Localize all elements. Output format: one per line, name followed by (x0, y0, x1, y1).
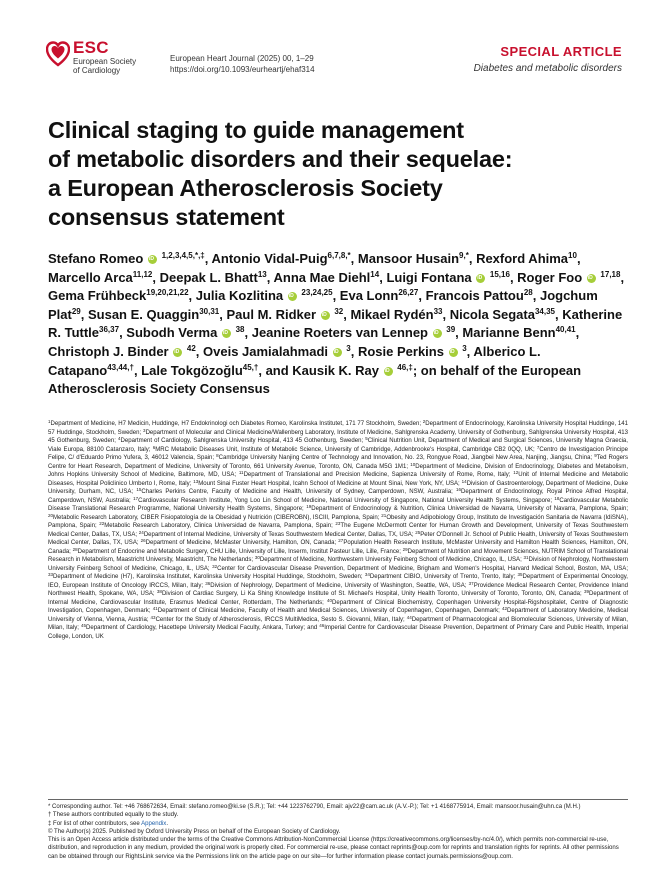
affiliation-text: Department of Medicine, Division of Endocrinology, Diabetes and Metabolism, Johns Hopkins University School of Medicine, Baltimore, MD, USA; (48, 463, 629, 478)
affiliation-text: Department CIBIO, University of Trento, Trento, Italy; (369, 574, 516, 580)
orcid-icon[interactable] (476, 274, 485, 283)
author[interactable] (517, 270, 620, 285)
author-name[interactable]: Susan E. Quaggin (87, 306, 200, 322)
author-affiliation-marks: 3 (346, 343, 351, 353)
affiliation-text: Centro de Investigacion Principe Felipe, C/ d'Eduardo Primo Yufera, 3, 46012 Valencia, Spain; (48, 446, 629, 461)
author[interactable] (227, 307, 344, 322)
affiliation-text: Unit of Internal Medicine and Metabolic Diseases, Hospital Policlinico Umberto I, Rome, Italy; (48, 472, 628, 487)
author-affiliation-marks: 23,24,25 (301, 288, 333, 298)
affiliation-number: 35 (517, 572, 523, 577)
affiliation-number: 26 (140, 538, 146, 543)
affiliation-text: Department of Pharmacological and Biomolecular Sciences, University of Milan, Milan, Italy; (48, 616, 628, 631)
affiliation-text: Cambridge University Nanjing Centre of Technology and Innovation, No. 23, Rongyue Road, Jiangbei New Area, Nanjing, Jiangsu, China; (218, 455, 593, 461)
affiliation-text: Department of Cardiology, Sahlgrenska University Hospital, 413 45 Gothenburg, Sweden; (120, 438, 364, 444)
author[interactable] (196, 288, 333, 303)
author-name[interactable]: Paul M. Ridker (226, 306, 317, 322)
author-affiliation-marks: 14 (370, 269, 380, 279)
affiliation-number: 27 (338, 538, 344, 543)
affiliation-text: Department of Translational and Precision Medicine, Sapienza University of Rome, Rome, Italy; (243, 472, 511, 478)
affiliation-number: 37 (468, 580, 474, 586)
affiliation-number: 28 (72, 546, 78, 552)
author-name[interactable]: Deepak L. Bhatt (159, 269, 258, 285)
affiliation-number: 45 (80, 623, 86, 628)
author-affiliation-marks: 30,31 (199, 306, 220, 316)
author[interactable] (141, 363, 258, 378)
author-affiliation-marks: 17,18 (600, 269, 621, 279)
author-name[interactable]: Kausik K. Ray (292, 362, 379, 378)
author-name[interactable]: Katherine R. Tuttle (48, 306, 623, 341)
affiliation-number: 11 (238, 470, 244, 475)
corresponding-author: * Corresponding author. Tel: +46 768672634, Email: stefano.romeo@ki.se (S.R.); Tel: +44 1223762790, Email: ajv22@cam.ac.uk (A.V.-P.); Tel: +1 4168775914, Email: mansoor.husain@uhn.ca (M.H.) (48, 804, 581, 810)
affiliation-text: The Eugene McDermott Center for Human Growth and Development, University of Texas Southwestern Medical Center, Dallas, TX, USA; (48, 523, 628, 538)
affiliation-text: Obesity and Adipobiology Group, Instituto de Investigación Sanitaria de Navarra (IdiSNA), Pamplona, Spain; (48, 514, 628, 529)
orcid-icon[interactable] (333, 348, 342, 357)
affiliation-number: 23 (335, 521, 341, 526)
others-prefix: ‡ For list of other contributors, see (48, 820, 142, 827)
footnote-divider (48, 799, 628, 800)
author-name[interactable]: Lale Tokgözoğlu (141, 362, 243, 378)
affiliation-number: 34 (364, 572, 370, 577)
heart-ring-icon (46, 41, 70, 67)
affiliation-number: 25 (415, 529, 421, 535)
appendix-link[interactable]: Appendix (141, 820, 167, 827)
affiliations (48, 420, 628, 641)
affiliation-text: Department of Medicine, H7 Medicin, Huddinge, H7 Endokrinologi och Diabetes Romeo, Karolinska Institutet, 171 77 Stockholm, Sweden; (50, 421, 422, 427)
affiliation-text: Department of Medicine, Northwestern University Feinberg School of Medicine, Chicago, IL, USA; (259, 557, 522, 563)
author-name[interactable]: Christoph J. Binder (48, 343, 169, 359)
affiliation-number: 15 (136, 487, 142, 492)
author[interactable] (340, 288, 419, 303)
affiliation-number: 16 (456, 487, 462, 492)
doi-link[interactable]: https://doi.org/10.1093/eurheartj/ehaf314 (170, 65, 315, 74)
title-line: of metabolic disorders and their sequelae: (48, 146, 513, 172)
affiliation-number: 40 (326, 597, 332, 603)
affiliation-number: 44 (406, 614, 412, 620)
author-name[interactable]: Mikael Rydén (350, 306, 434, 322)
author[interactable] (48, 288, 189, 303)
author-affiliation-marks: 9,* (459, 251, 469, 260)
affiliation-text: Department of Internal Medicine, Cardiovascular Institute, Erasmus Medical Center, Rotterdam, The Netherlands; (48, 591, 628, 606)
article-type: SPECIAL ARTICLE (500, 44, 622, 59)
author-name[interactable]: Rexford Ahima (476, 251, 569, 266)
author-name[interactable]: Gema Frühbeck (48, 288, 147, 304)
author-name[interactable]: Mansoor Husain (357, 251, 460, 266)
affiliation-number: 6 (152, 444, 156, 450)
author[interactable] (358, 251, 469, 266)
author-affiliation-marks: 38 (235, 325, 245, 335)
affiliation-number: 4 (117, 436, 121, 441)
author[interactable] (160, 270, 267, 285)
affiliation-number: 21 (381, 512, 387, 518)
author-affiliation-marks: 26,27 (398, 288, 419, 298)
affiliation-number: 39 (584, 589, 590, 594)
author-name[interactable]: Jeanine Roeters van Lennep (251, 325, 428, 341)
affiliation-text: Department of Endocrinology, Karolinska University Hospital Huddinge, 141 57 Huddinge, Stockholm, Sweden; (48, 421, 628, 436)
affiliation-text: Division of Gastroenterology, Department of Medicine, Duke University, Durham, NC, USA; (48, 480, 628, 495)
affiliation-text: Division of Nephrology, Northwestern University Feinberg School of Medicine, Chicago, IL, USA; (48, 557, 629, 572)
affiliation-text: Division of Nephrology, Department of Medicine, University of Washington, Seattle, WA, USA; (210, 582, 467, 589)
author-name[interactable]: Oveis Jamialahmadi (203, 343, 329, 359)
affiliation-text: Cardiovascular Metabolic Disease Translational Research Programme, National University Health Systems, Singapore; (48, 497, 629, 512)
author-name[interactable]: Julia Kozlitina (195, 288, 284, 304)
affiliation-text: Department of Clinical Medicine, Faculty of Health and Medical Sciences, University of Copenhagen, Copenhagen, Denmark; (157, 608, 500, 614)
author-affiliation-marks: 39 (446, 325, 456, 335)
affiliation-number: 2 (422, 419, 426, 424)
author[interactable] (450, 307, 555, 322)
affiliation-text: Department of Cardiology, Hacettepe University Medical Faculty, Ankara, Turkey; and (86, 625, 318, 631)
logo-subtitle-line1: European Society (73, 57, 137, 66)
footnotes (48, 803, 628, 861)
author-affiliation-marks: 33 (433, 306, 443, 316)
affiliation-text: Department of Laboratory Medicine, Medical University of Vienna, Vienna, Austria; (48, 608, 628, 623)
orcid-icon[interactable] (433, 329, 442, 338)
affiliation-number: 30 (254, 555, 260, 560)
affiliation-text: Department of Internal Medicine, University of Texas Southwestern Medical Center, Dallas, TX, USA; (143, 531, 414, 538)
affiliation-number: 1 (48, 419, 51, 424)
affiliation-number: 10 (410, 461, 416, 467)
author-name[interactable]: Alberico L. Catapano (48, 343, 541, 378)
affiliation-text: Department of Experimental Oncology, IEO, European Institute of Oncology IRCCS, Milan, Italy; (48, 574, 628, 589)
author-affiliation-marks: 28 (523, 288, 533, 298)
affiliation-number: 13 (193, 478, 199, 484)
author-name[interactable]: Eva Lonn (339, 288, 399, 304)
title-line: Clinical staging to guide management (48, 117, 464, 143)
author[interactable] (476, 251, 577, 266)
affiliation-number: 9 (594, 453, 597, 458)
affiliation-number: 43 (150, 614, 156, 620)
affiliation-number: 31 (523, 555, 529, 560)
affiliation-number: 18 (554, 495, 560, 501)
affiliation-number: 41 (152, 606, 158, 611)
affiliation-text: Metabolic Research Laboratory, Clinica Universidad de Navarra, Pamplona, Spain; (104, 523, 333, 529)
affiliation-number: 5 (365, 436, 368, 441)
author-affiliation-marks: 45,† (242, 362, 259, 372)
affiliation-number: 24 (138, 529, 144, 535)
author[interactable] (358, 344, 467, 359)
author[interactable] (386, 270, 510, 285)
author-name[interactable]: Subodh Verma (126, 325, 218, 341)
author[interactable] (292, 363, 413, 378)
author-name[interactable]: Antonio Vidal-Puig (211, 251, 328, 266)
author[interactable] (203, 344, 351, 359)
author-affiliation-marks: 3 (462, 343, 467, 353)
others-suffix: . (166, 820, 169, 827)
affiliation-number: 20 (48, 512, 54, 518)
other-contributors-note (48, 820, 628, 828)
affiliation-text: Metabolic Research Laboratory, CIBER Fisiopatología de la Obesidad y Nutrición (CIBEROBN), ISCIII, Pamplona, Spain; (53, 514, 380, 521)
author-affiliation-marks: 36,37 (99, 325, 120, 335)
affiliation-number: 8 (216, 453, 219, 458)
affiliation-text: MRC Metabolic Diseases Unit, Institute of Metabolic Science, University of Cambridge, Addenbrooke's Hospital, Cambridge CB2 0QQ, UK; (155, 446, 535, 453)
title-line: consensus statement (48, 204, 285, 230)
author-affiliation-marks: 42 (186, 343, 196, 353)
author[interactable] (212, 251, 351, 266)
esc-logo[interactable] (46, 40, 156, 90)
author-name[interactable]: Rosie Perkins (357, 343, 444, 359)
affiliation-text: Center for the Study of Atherosclerosis, IRCCS MultiMedica, Sesto S. Giovanni, Milan, Italy; (155, 616, 405, 623)
author-affiliation-marks: 6,7,8,* (327, 251, 351, 260)
affiliation-text: Department of Nutrition and Movement Sciences, NUTRIM School of Translational Research in Metabolism, Maastricht University, Maastricht, The Netherlands; (48, 548, 628, 563)
journal-line: European Heart Journal (2025) 00, 1–29 (170, 54, 314, 63)
equal-contribution-note: † These authors contributed equally to the study. (48, 812, 179, 819)
author-name[interactable]: Francois Pattou (425, 288, 524, 304)
article-title (48, 116, 628, 232)
journal-citation (170, 53, 315, 75)
affiliation-number: 17 (133, 495, 139, 501)
author[interactable] (426, 288, 533, 303)
affiliation-text: Department of Molecular and Clinical Medicine/Wallenberg Laboratory, Institute of Medicine, Sahlgrenska Academy, University of Gothenburg, Sahlgrenska University Hospital, 413 45 Gothenburg, Sweden; (48, 429, 628, 444)
orcid-icon[interactable] (222, 329, 231, 338)
affiliation-text: Department of Endocrine and Metabolic Surgery, CHU Lille, University of Lille, Inserm, Institut Pasteur Lille, Lille, France; (77, 548, 401, 555)
affiliation-number: 12 (513, 470, 519, 475)
affiliation-text: Department of Endocrinology, Royal Prince Alfred Hospital, Camperdown, NSW, Australia; (48, 489, 629, 504)
author-affiliation-marks: 10 (568, 251, 577, 260)
affiliation-text: Center for Cardiovascular Disease Prevention, Department of Medicine, Brigham and Women's Hospital, Harvard Medical School, Boston, MA, USA; (217, 565, 628, 572)
author-affiliation-marks: 11,12 (132, 269, 153, 279)
author-name[interactable]: Stefano Romeo (48, 251, 144, 266)
orcid-icon[interactable] (587, 274, 596, 283)
author-affiliation-marks: 40,41 (555, 325, 576, 335)
author-affiliation-marks: 46,‡ (397, 362, 413, 372)
author-affiliation-marks: 19,20,21,22 (146, 288, 189, 298)
author-name[interactable]: Jogchum Plat (48, 288, 598, 322)
orcid-icon[interactable] (148, 255, 157, 264)
authors-tail: ; on behalf of the European Atherosclerosis Society Consensus (48, 362, 582, 397)
logo-subtitle-line2: of Cardiology (73, 66, 121, 75)
affiliation-text: Population Health Research Institute, McMaster University and Hamilton Health Sciences, Hamilton, ON, Canada; (48, 540, 629, 555)
affiliation-text: Department of Clinical Biochemistry, Copenhagen University Hospital-Rigshospitalet, Centre of Diagnostic Investigation, Copenhagen, Denmark; (48, 599, 628, 614)
affiliation-number: 46 (319, 623, 325, 628)
orcid-icon[interactable] (173, 348, 182, 357)
affiliation-text: Providence Medical Research Center, Providence Inland Northwest Health, Spokane, WA, USA; (48, 582, 628, 597)
article-type-block (474, 44, 622, 74)
title-line: a European Atherosclerosis Society (48, 175, 443, 201)
affiliation-number: 14 (461, 478, 467, 484)
author[interactable] (462, 325, 575, 340)
author-list: Stefano Romeo iD $^{1,2,3,4,5,*,\ddagger}$, Antonio Vidal-Puig$^{6,7,8,*}$, Mansoor Husain$^{9,*}$, Rexford Ahima$^{10}$, Marcello Arca$^{11,12}$, Deepak L. Bhatt$^{13}$, Anna Mae Diehl$^{14}$, Luigi Fontana iD $^{15,16}$, Roger Foo iD $^{17,18}$, Gema Frühbeck$^{19,20,21,22}$, Julia Kozlitina iD $^{23,24,25}$, Eva Lonn$^{26,27}$, Francois Pattou$^{28}$, Jogchum Plat$^{29}$, Susan E. Quaggin$^{30,31}$, Paul M. Ridker iD $^{32}$, Mikael Rydén$^{33}$, Nicola Segata$^{34,35}$, Katherine R. Tuttle$^{36,37}$, Subodh Verma iD $^{38}$, Jeanine Roeters van Lennep iD $^{39}$, Marianne Benn$^{40,41}$, Christoph J. Binder iD $^{42}$, Oveis Jamialahmadi iD $^3$, Rosie Perkins iD $^3$, Alberico L. Catapano$^{43,44,\dagger}$, Lale Tokgözoğlu$^{45,\dagger}$, and Kausik K. Ray iD $^{46,\ddagger}$; on behalf of the European Atherosclerosis Society Consensus (48, 250, 628, 399)
author[interactable] (88, 307, 219, 322)
author-name[interactable]: Anna Mae Diehl (273, 269, 371, 285)
author-name[interactable]: Marianne Benn (462, 325, 556, 341)
orcid-icon[interactable] (321, 311, 330, 320)
affiliation-text: Ted Rogers Centre for Heart Research, Department of Medicine, University of Toronto, 661 University Avenue, Toronto, ON, Canada M5G 1M1; (48, 455, 628, 470)
orcid-icon[interactable] (384, 367, 393, 376)
author-name[interactable]: Roger Foo (517, 269, 583, 285)
affiliation-text: Imperial Centre for Cardiovascular Disease Prevention, Department of Primary Care and Public Health, Imperial College, London, UK (48, 625, 628, 640)
author-affiliation-marks: 13 (257, 269, 267, 279)
author[interactable] (274, 270, 380, 285)
author[interactable] (48, 344, 196, 359)
affiliation-number: 32 (212, 563, 218, 569)
affiliation-number: 22 (99, 521, 105, 526)
author-affiliation-marks: 29 (71, 306, 81, 316)
author[interactable] (126, 325, 244, 340)
affiliation-text: Cardiovascular Research Institute, Yong Loo Lin School of Medicine, National University of Singapore, National University Health Systems, Singapore; (138, 497, 553, 504)
orcid-icon[interactable] (288, 292, 297, 301)
logo-subtitle (73, 57, 153, 75)
affiliation-text: Department of Medicine, McMaster University, Hamilton, ON, Canada; (145, 540, 337, 546)
author-affiliation-marks: 32 (334, 306, 344, 316)
affiliation-number: 7 (536, 444, 540, 450)
affiliation-text: Mount Sinai Fuster Heart Hospital, Icahn School of Medicine at Mount Sinai, New York, NY, USA; (198, 480, 460, 487)
affiliation-number: 38 (156, 589, 162, 594)
affiliation-number: 36 (205, 580, 211, 586)
affiliation-number: 29 (402, 546, 408, 552)
affiliation-text: Department of Medicine (H7), Karolinska Institutet, Karolinska University Hospital Huddinge, Stockholm, Sweden; (53, 574, 363, 580)
author[interactable] (252, 325, 455, 340)
affiliation-text: Charles Perkins Centre, Faculty of Medicine and Health, University of Sydney, Camperdown, NSW, Australia; (141, 489, 453, 495)
affiliation-text: Clinical Nutrition Unit, Department of Medical and Surgical Sciences, University Magna Graecia, Viale Europa, 88100 Catanzaro, Italy; (48, 438, 628, 453)
author-affiliation-marks: 43,44,† (107, 362, 134, 372)
author[interactable] (350, 307, 442, 322)
author-affiliation-marks: 1,2,3,4,5,*,‡ (161, 251, 205, 260)
article-category: Diabetes and metabolic disorders (473, 63, 622, 74)
author[interactable] (48, 251, 205, 266)
affiliation-text: Division of Cardiac Surgery, Li Ka Shing Knowledge Institute of St. Michael's Hospital, Unity Health Toronto, University of Toronto, Toronto, ON, Canada; (161, 591, 582, 597)
author-name[interactable]: Nicola Segata (449, 306, 535, 322)
author-name[interactable]: Marcello Arca (48, 269, 133, 285)
logo-esc-text: ESC (73, 38, 109, 57)
affiliation-number: 42 (502, 606, 508, 611)
license-text: This is an Open Access article distributed under the terms of the Creative Commons Attribution-NonCommercial License (https://creativecommons.org/licenses/by-nc/4.0/), which permits non-commercial re-use, distribution, and reproduction in any medium, provided the original work is properly cited. For commercial re-use, please contact reprints@oup.com for reprints and translation rights for reprints. All other permissions can be obtained through our RightsLink service via the Permissions link on the article page on our site—for further information please contact journals.permissions@oup.com. (48, 837, 619, 860)
affiliation-text: Peter O'Donnell Jr. School of Public Health, University of Texas Southwestern Medical Center, Dallas, TX, USA; (48, 531, 628, 546)
copyright: © The Author(s) 2025. Published by Oxford University Press on behalf of the European Society of Cardiology. (48, 828, 341, 835)
affiliation-number: 33 (48, 572, 54, 577)
affiliation-number: 3 (143, 427, 146, 433)
affiliation-text: Department of Endocrinology & Nutrition, Clinica Universidad de Navarra, University of Navarra, Pamplona, Spain; (311, 506, 629, 512)
author-name[interactable]: Luigi Fontana (386, 269, 472, 285)
orcid-icon[interactable] (449, 348, 458, 357)
affiliation-number: 19 (306, 504, 312, 509)
author[interactable] (48, 270, 152, 285)
author-affiliation-marks: 15,16 (489, 269, 510, 279)
author-affiliation-marks: 34,35 (534, 306, 555, 316)
